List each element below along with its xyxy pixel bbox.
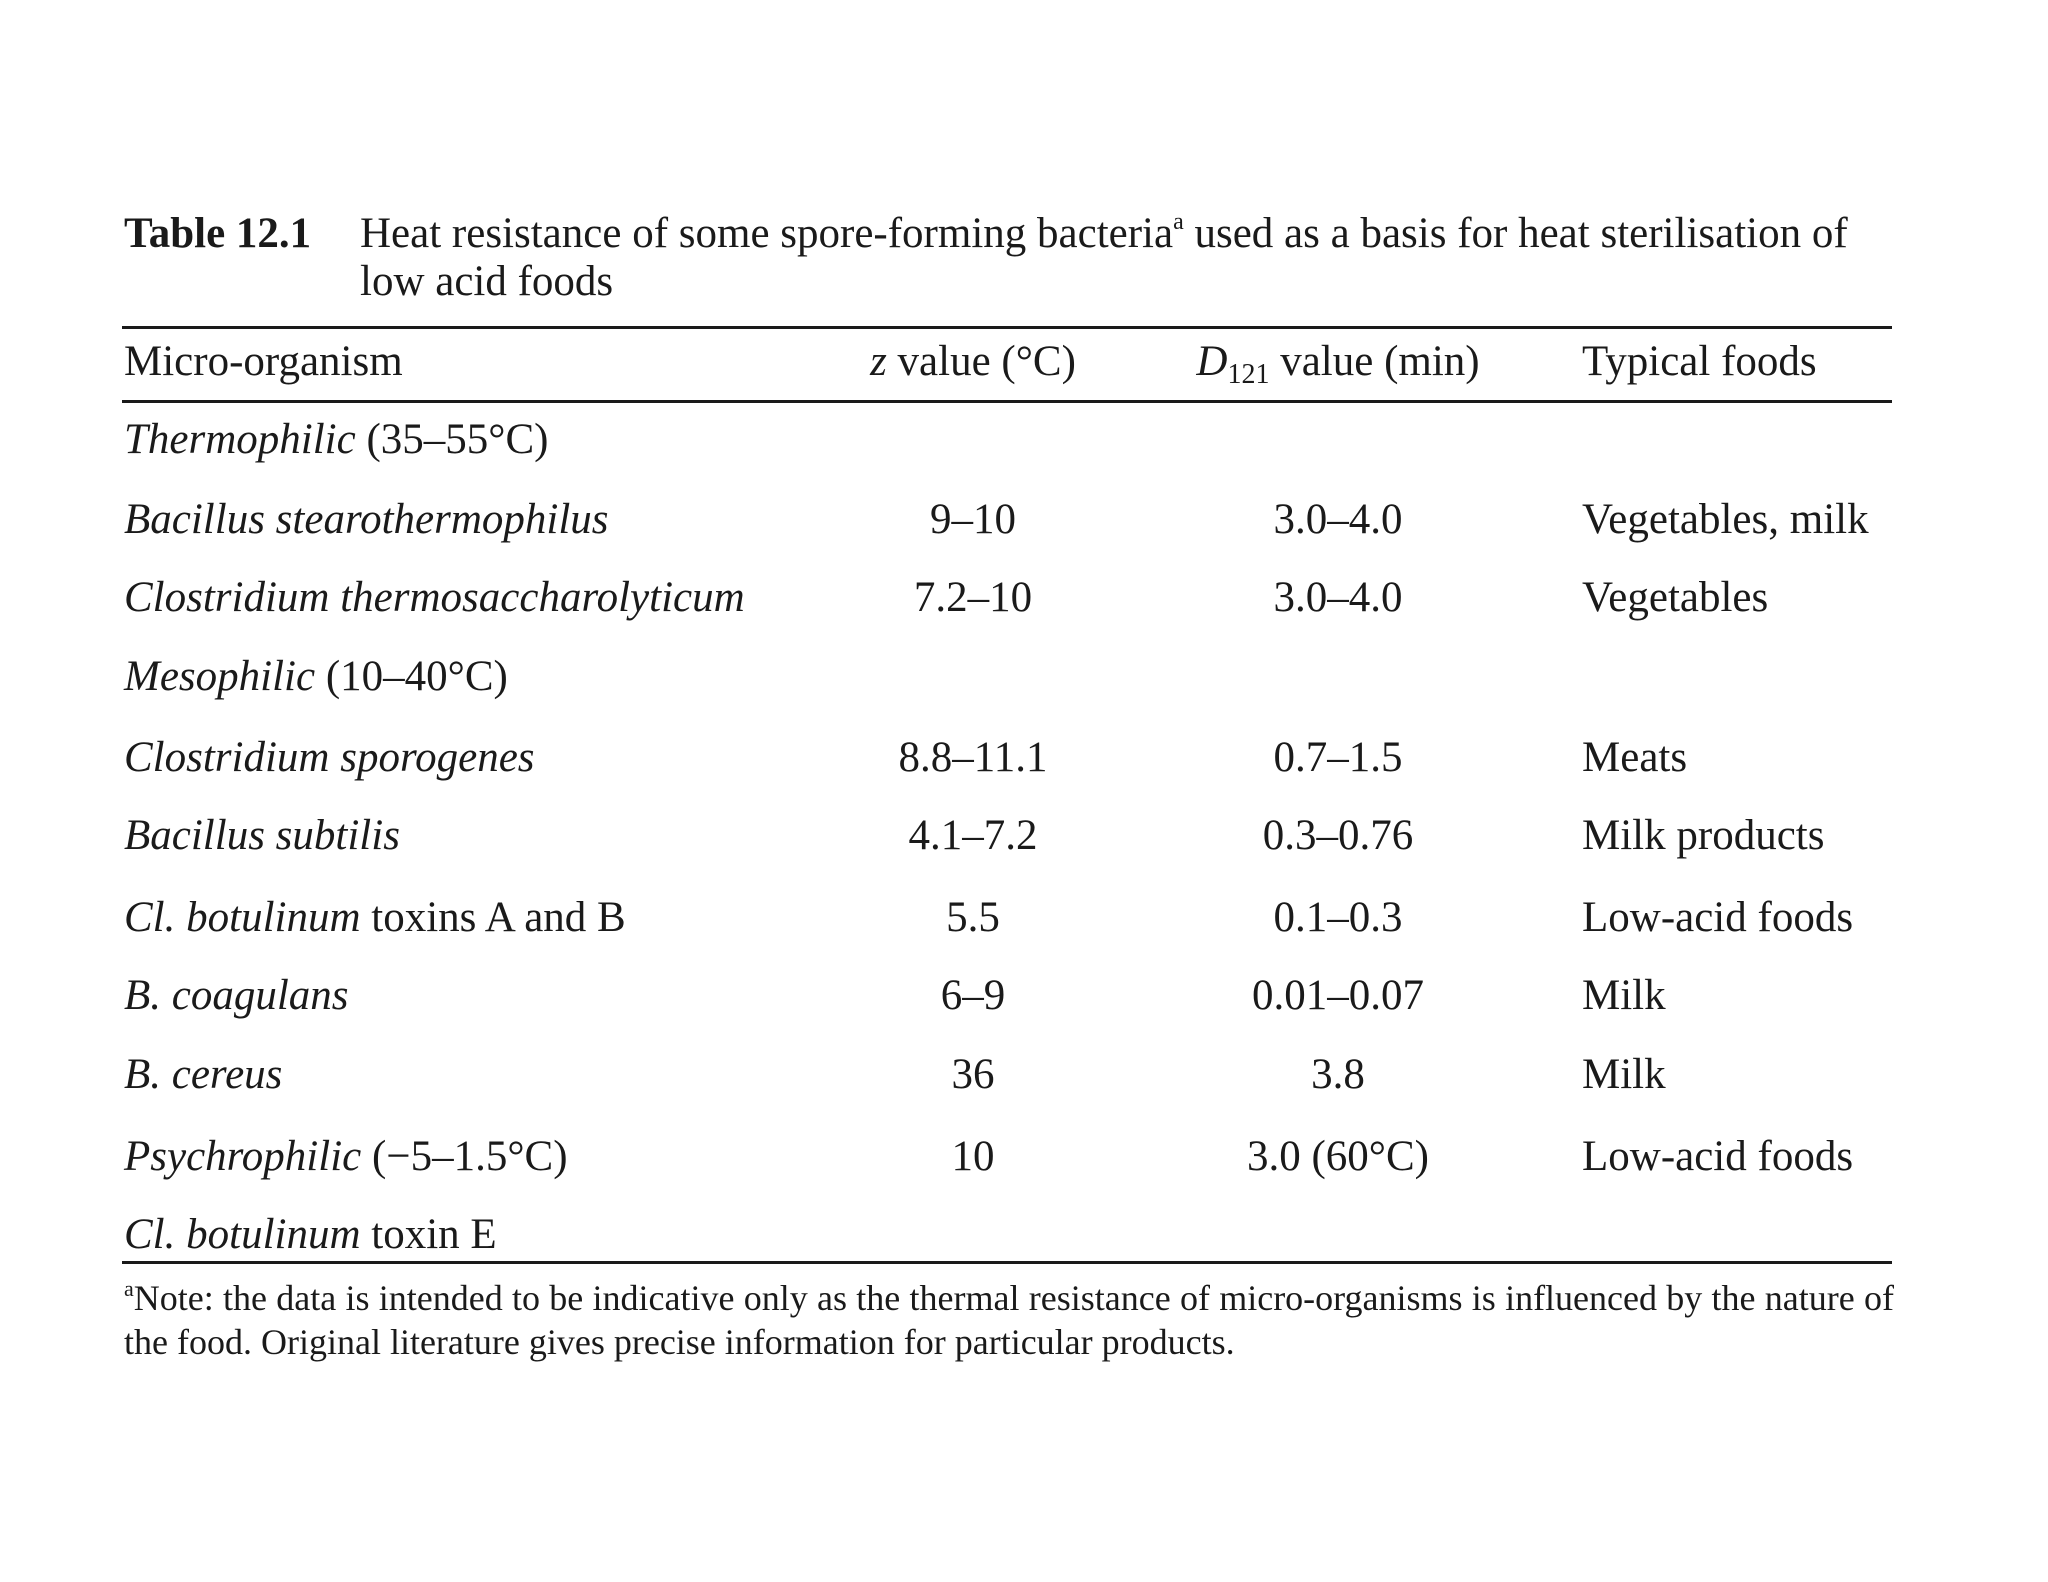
cell-organism — [124, 1211, 814, 1259]
table-row — [124, 894, 1894, 942]
table-title — [360, 210, 1894, 306]
organism-qualifier: toxins A and B — [360, 894, 626, 941]
cell-typical-foods: Milk — [1582, 1051, 1666, 1098]
cell-z-value: 7.2–10 — [913, 574, 1033, 621]
table-row — [124, 496, 1894, 544]
cell-d-value: 0.7–1.5 — [1273, 734, 1403, 781]
organism-name: Clostridium sporogenes — [124, 734, 535, 781]
organism-name: Thermophilic — [124, 416, 356, 463]
cell-typical-foods: Milk — [1582, 972, 1666, 1019]
cell-z-value: 9–10 — [930, 496, 1016, 543]
header-typical-foods: Typical foods — [1582, 338, 1817, 385]
footnote-superscript: a — [124, 1276, 134, 1301]
table-header-row — [124, 338, 1894, 390]
cell-typical-foods: Vegetables, milk — [1582, 496, 1869, 543]
table-row — [124, 653, 1894, 701]
table-title-rest: used as a basis for heat sterilisation of low acid foods — [360, 210, 1848, 305]
header-micro-organism: Micro-organism — [124, 338, 403, 385]
top-rule — [122, 326, 1892, 329]
table-row — [124, 416, 1894, 464]
table-row — [124, 972, 1894, 1020]
table-row — [124, 812, 1894, 860]
table-title-text: Heat resistance of some spore-forming bacteria — [360, 210, 1174, 257]
cell-d-value: 0.1–0.3 — [1273, 894, 1403, 941]
cell-typical-foods: Low-acid foods — [1582, 1133, 1854, 1180]
cell-z-value: 6–9 — [940, 972, 1006, 1019]
cell-z-value: 36 — [951, 1051, 995, 1098]
table-row — [124, 1211, 1894, 1259]
cell-typical-foods: Milk products — [1582, 812, 1825, 859]
bottom-rule — [122, 1261, 1892, 1264]
cell-organism — [124, 416, 814, 464]
cell-organism — [124, 574, 814, 622]
organism-name: Bacillus stearothermophilus — [124, 496, 609, 543]
cell-organism — [124, 894, 814, 942]
cell-z-value: 4.1–7.2 — [908, 812, 1038, 859]
cell-typical-foods: Meats — [1582, 734, 1688, 781]
table-footnote — [124, 1276, 1894, 1364]
cell-organism — [124, 972, 814, 1020]
organism-name: Mesophilic — [124, 653, 316, 700]
header-d-subscript: 121 — [1227, 359, 1270, 390]
cell-typical-foods: Low-acid foods — [1582, 894, 1854, 941]
header-d-rest: value (min) — [1269, 338, 1480, 385]
organism-qualifier: toxin E — [360, 1211, 497, 1258]
cell-organism — [124, 653, 814, 701]
header-rule — [122, 400, 1892, 403]
footnote-marker: a — [1173, 209, 1184, 235]
cell-z-value: 5.5 — [946, 894, 1000, 941]
organism-name: Cl. botulinum — [124, 1211, 361, 1258]
cell-organism — [124, 1133, 814, 1181]
cell-d-value: 3.0–4.0 — [1273, 574, 1403, 621]
organism-name: Clostridium thermosaccharolyticum — [124, 574, 745, 621]
cell-d-value: 3.0–4.0 — [1273, 496, 1403, 543]
header-z-value — [814, 338, 1132, 386]
cell-z-value: 8.8–11.1 — [898, 734, 1048, 781]
cell-d-value: 3.8 — [1311, 1051, 1365, 1098]
organism-name: Bacillus subtilis — [124, 812, 400, 859]
organism-name: B. cereus — [124, 1051, 283, 1098]
cell-d-value: 3.0 (60°C) — [1246, 1133, 1429, 1180]
cell-d-value: 0.3–0.76 — [1262, 812, 1414, 859]
organism-qualifier: (10–40°C) — [315, 653, 508, 700]
organism-qualifier: (−5–1.5°C) — [361, 1133, 568, 1180]
organism-qualifier: (35–55°C) — [355, 416, 549, 463]
organism-name: Psychrophilic — [124, 1133, 362, 1180]
table-row — [124, 1051, 1894, 1099]
organism-name: Cl. botulinum — [124, 894, 361, 941]
table-row — [124, 1133, 1894, 1181]
cell-d-value: 0.01–0.07 — [1252, 972, 1424, 1019]
header-d-symbol: D — [1196, 338, 1228, 385]
cell-typical-foods: Vegetables — [1582, 574, 1769, 621]
header-z-rest: value (°C) — [886, 338, 1076, 385]
header-d-value — [1132, 338, 1544, 390]
header-z-symbol: z — [870, 338, 887, 385]
cell-z-value: 10 — [951, 1133, 995, 1180]
footnote-text: Note: the data is intended to be indicative only as the thermal resistance of micro-organisms is influenced by the nature of the food. Original literature gives precise information for particular products. — [124, 1278, 1894, 1362]
table-row — [124, 734, 1894, 782]
cell-organism — [124, 812, 814, 860]
table-label: Table 12.1 — [124, 210, 312, 257]
organism-name: B. coagulans — [124, 972, 349, 1019]
table-row — [124, 574, 1894, 622]
cell-organism — [124, 496, 814, 544]
cell-organism — [124, 734, 814, 782]
table-caption — [124, 210, 1894, 306]
cell-organism — [124, 1051, 814, 1099]
